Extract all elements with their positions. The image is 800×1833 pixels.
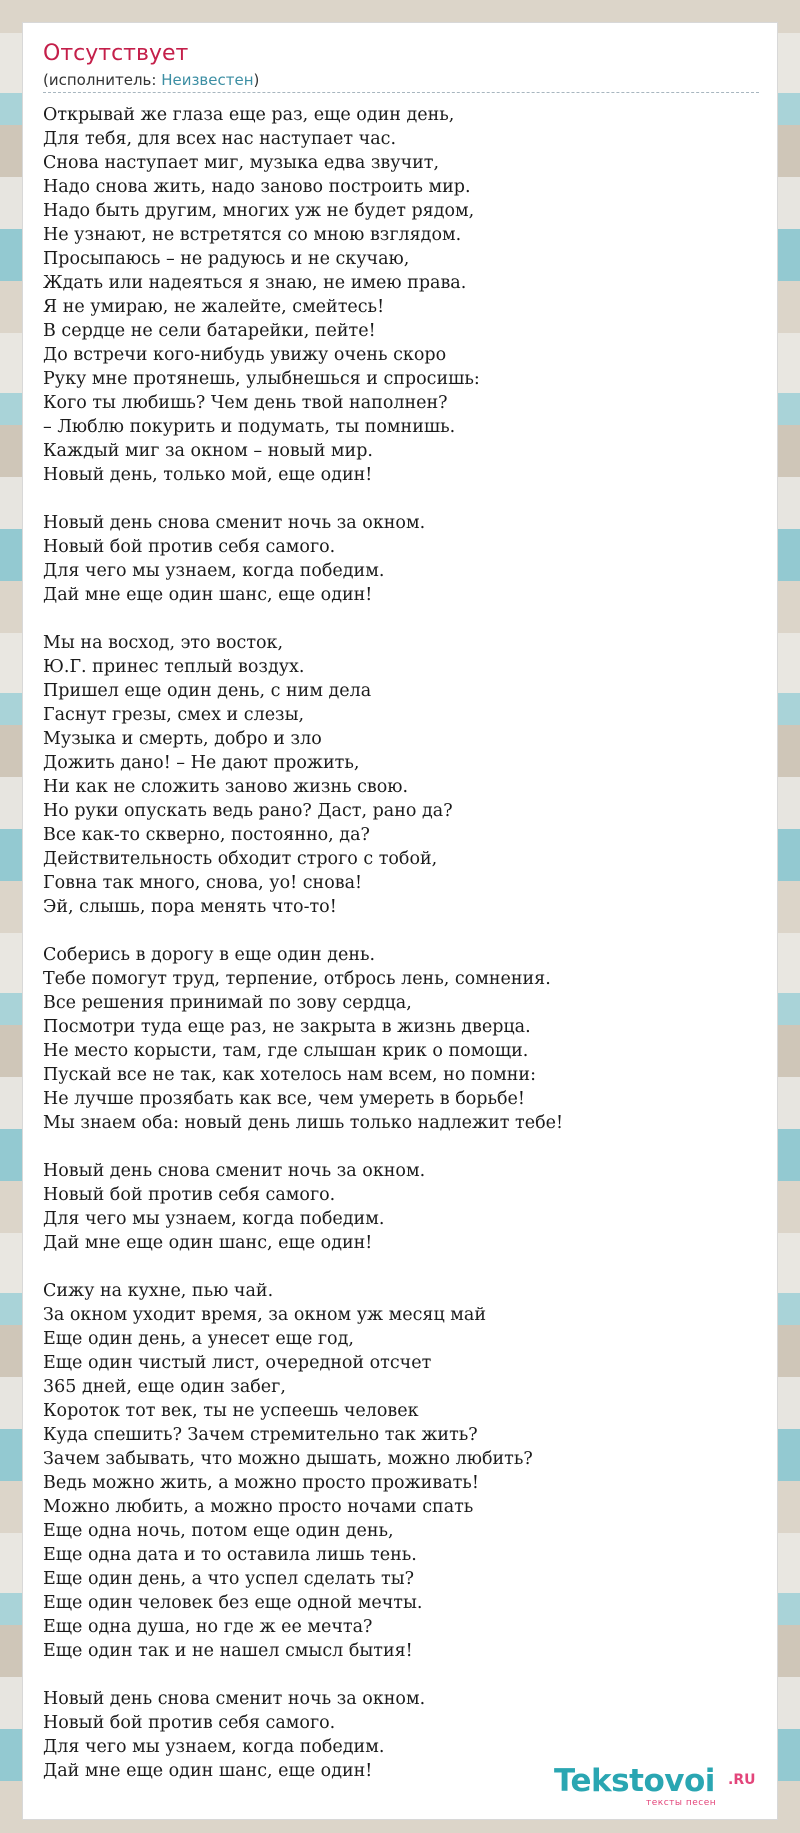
lyrics-stanza	[43, 943, 759, 1135]
lyrics-line: Новый день снова сменит ночь за окном.	[43, 1161, 426, 1181]
lyrics-line: – Люблю покурить и подумать, ты помнишь.	[43, 417, 456, 437]
lyrics-line: В сердце не сели батарейки, пейте!	[43, 321, 376, 341]
lyrics-line: Новый день снова сменит ночь за окном.	[43, 1689, 426, 1709]
lyrics-stanza	[43, 1279, 759, 1663]
lyrics-line: Эй, слышь, пора менять что-то!	[43, 897, 337, 917]
lyrics-line: Для чего мы узнаем, когда победим.	[43, 1209, 385, 1229]
lyrics-stanza	[43, 511, 759, 607]
performer-line	[43, 71, 759, 93]
logo-domain: .RU	[728, 1772, 756, 1788]
lyrics-line: Новый день, только мой, еще один!	[43, 465, 373, 485]
lyrics-line: Сижу на кухне, пью чай.	[43, 1281, 274, 1301]
lyrics-line: Еще одна душа, но где ж ее мечта?	[43, 1617, 373, 1637]
lyrics-line: Мы знаем оба: новый день лишь только надлежит тебе!	[43, 1113, 563, 1133]
lyrics-line: До встречи кого-нибудь увижу очень скоро	[43, 345, 447, 365]
lyrics-line: Я не умираю, не жалейте, смейтесь!	[43, 297, 385, 317]
lyrics-line: Еще одна дата и то оставила лишь тень.	[43, 1545, 417, 1565]
lyrics-line: Пришел еще один день, с ним дела	[43, 681, 372, 701]
lyrics-line: Ждать или надеяться я знаю, не имею права.	[43, 273, 467, 293]
lyrics-line: Для чего мы узнаем, когда победим.	[43, 1737, 385, 1757]
lyrics-line: Куда спешить? Зачем стремительно так жить?	[43, 1425, 478, 1445]
lyrics-line: Дожить дано! – Не дают прожить,	[43, 753, 360, 773]
lyrics-line: Тебе помогут труд, терпение, отбрось лень, сомнения.	[43, 969, 551, 989]
lyrics-line: Пускай все не так, как хотелось нам всем, но помни:	[43, 1065, 536, 1085]
lyrics-line: Для тебя, для всех нас наступает час.	[43, 129, 397, 149]
lyrics-line: Для чего мы узнаем, когда победим.	[43, 561, 385, 581]
lyrics-line: Новый бой против себя самого.	[43, 1185, 336, 1205]
lyrics-line: 365 дней, еще один забег,	[43, 1377, 286, 1397]
lyrics-line: Кого ты любишь? Чем день твой наполнен?	[43, 393, 448, 413]
lyrics-line: Действительность обходит строго с тобой,	[43, 849, 438, 869]
lyrics-stanza	[43, 1159, 759, 1255]
lyrics-line: Еще один день, а унесет еще год,	[43, 1329, 354, 1349]
lyrics-line: Можно любить, а можно просто ночами спать	[43, 1497, 474, 1517]
lyrics-line: Надо снова жить, надо заново построить мир.	[43, 177, 471, 197]
performer-prefix: (исполнитель:	[43, 71, 162, 89]
lyrics-line: Зачем забывать, что можно дышать, можно любить?	[43, 1449, 533, 1469]
lyrics-line: Гаснут грезы, смех и слезы,	[43, 705, 305, 725]
lyrics-line: Но руки опускать ведь рано? Даст, рано да?	[43, 801, 453, 821]
lyrics-line: Снова наступает миг, музыка едва звучит,	[43, 153, 440, 173]
lyrics-line: Дай мне еще один шанс, еще один!	[43, 1761, 373, 1781]
lyrics-line: Все решения принимай по зову сердца,	[43, 993, 412, 1013]
lyrics-line: За окном уходит время, за окном уж месяц май	[43, 1305, 487, 1325]
lyrics-line: Новый день снова сменит ночь за окном.	[43, 513, 426, 533]
performer-link[interactable]: Неизвестен	[161, 71, 254, 89]
lyrics-line: Просыпаюсь – не радуюсь и не скучаю,	[43, 249, 410, 269]
lyrics-line: Дай мне еще один шанс, еще один!	[43, 1233, 373, 1253]
lyrics-line: Соберись в дорогу в еще один день.	[43, 945, 376, 965]
lyrics-line: Еще один день, а что успел сделать ты?	[43, 1569, 415, 1589]
lyrics-line: Открывай же глаза еще раз, еще один день,	[43, 105, 455, 125]
lyrics-line: Еще один человек без еще одной мечты.	[43, 1593, 423, 1613]
lyrics-line: Не место корысти, там, где слышан крик о помощи.	[43, 1041, 529, 1061]
lyrics-line: Короток тот век, ты не успеешь человек	[43, 1401, 419, 1421]
lyrics-line: Ни как не сложить заново жизнь свою.	[43, 777, 409, 797]
lyrics-line: Еще один чистый лист, очередной отсчет	[43, 1353, 432, 1373]
lyrics-line: Новый бой против себя самого.	[43, 537, 336, 557]
logo-tagline: тексты песен	[646, 1798, 717, 1808]
lyrics-line: Руку мне протянешь, улыбнешься и спросишь:	[43, 369, 480, 389]
lyrics-line: Дай мне еще один шанс, еще один!	[43, 585, 373, 605]
lyrics-line: Еще одна ночь, потом еще один день,	[43, 1521, 394, 1541]
lyrics-line: Надо быть другим, многих уж не будет рядом,	[43, 201, 475, 221]
lyrics-line: Не узнают, не встретятся со мною взглядом.	[43, 225, 462, 245]
lyrics-line: Ведь можно жить, а можно просто проживать!	[43, 1473, 479, 1493]
lyrics-text	[43, 103, 759, 1807]
performer-suffix: )	[253, 71, 260, 89]
lyrics-card	[22, 22, 778, 1820]
lyrics-line: Все как-то скверно, постоянно, да?	[43, 825, 370, 845]
lyrics-line: Посмотри туда еще раз, не закрыта в жизнь дверца.	[43, 1017, 531, 1037]
lyrics-line: Еще один так и не нашел смысл бытия!	[43, 1641, 413, 1661]
lyrics-stanza	[43, 103, 759, 487]
lyrics-line: Музыка и смерть, добро и зло	[43, 729, 322, 749]
lyrics-stanza	[43, 631, 759, 919]
lyrics-line: Новый бой против себя самого.	[43, 1713, 336, 1733]
lyrics-line: Ю.Г. принес теплый воздух.	[43, 657, 305, 677]
lyrics-line: Не лучше прозябать как все, чем умереть в борьбе!	[43, 1089, 525, 1109]
site-logo[interactable]	[554, 1763, 769, 1811]
song-title: Отсутствует	[43, 41, 189, 66]
logo-wordmark: Tekstovoi	[554, 1763, 715, 1799]
lyrics-line: Говна так много, снова, уо! снова!	[43, 873, 363, 893]
lyrics-line: Каждый миг за окном – новый мир.	[43, 441, 373, 461]
lyrics-line: Мы на восход, это восток,	[43, 633, 284, 653]
